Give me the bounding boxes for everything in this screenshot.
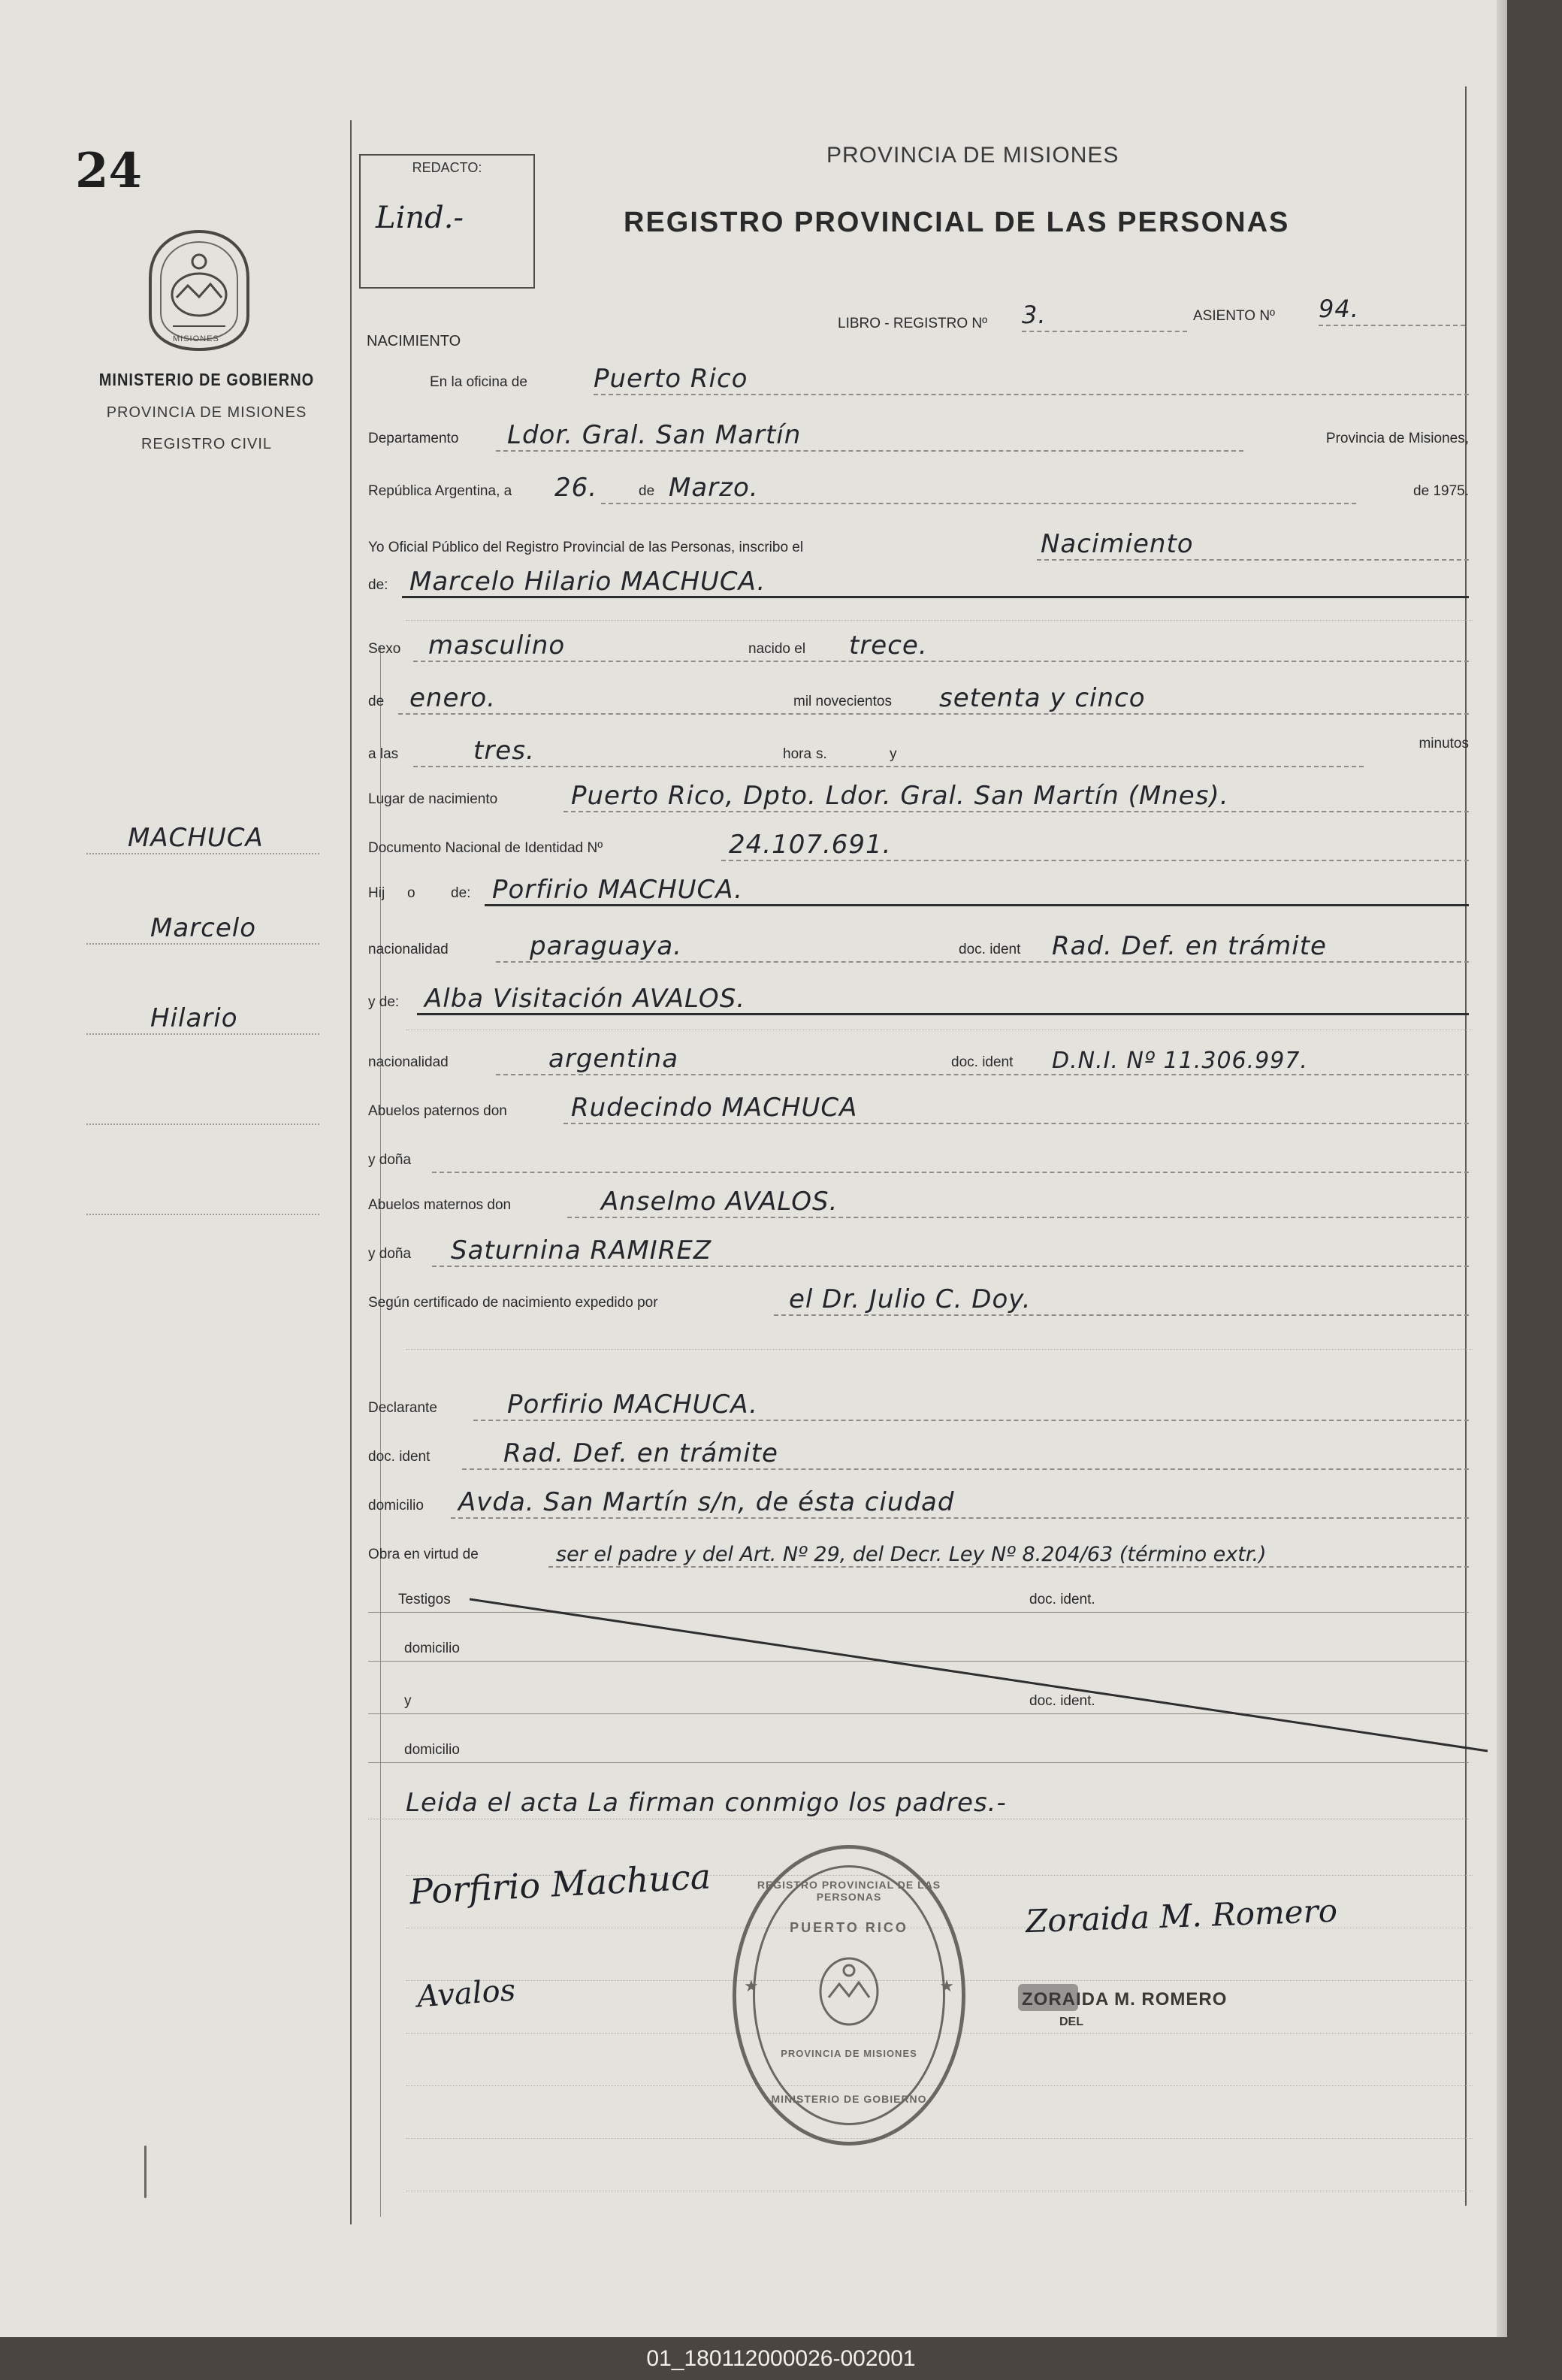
row-lugar — [368, 770, 1469, 815]
nac1-label: nacionalidad — [368, 942, 449, 957]
decl-doc-value: Rad. Def. en trámite — [503, 1438, 778, 1468]
lugar-value: Puerto Rico, Dpto. Ldor. Gral. San Martín (Mnes). — [571, 781, 1229, 811]
row-obra — [368, 1526, 1469, 1571]
docident2-value: D.N.I. Nº 11.306.997. — [1052, 1048, 1308, 1074]
ydona2-label: y doña — [368, 1246, 412, 1262]
officer-stamp-role: DEL — [1059, 2016, 1083, 2028]
nac2-label: nacionalidad — [368, 1054, 449, 1070]
header-province: PROVINCIA DE MISIONES — [826, 143, 1119, 168]
hora-value: tres. — [473, 736, 535, 766]
page-number: 24 — [75, 143, 143, 199]
nacido-label: nacido el — [744, 641, 810, 658]
minutos-label: minutos — [1418, 736, 1469, 751]
ministry-office: REGISTRO CIVIL — [140, 436, 273, 452]
row-abuelos-maternos — [368, 1176, 1469, 1221]
anio-nac-value: setenta y cinco — [939, 683, 1146, 713]
blank-rule-3 — [406, 1349, 1473, 1350]
row-madre — [368, 973, 1469, 1018]
margin-second-name: Hilario — [150, 1003, 238, 1033]
abuelos-pat-value: Rudecindo MACHUCA — [571, 1093, 858, 1123]
official-stamp — [733, 1845, 965, 2146]
row-oficina — [368, 353, 1469, 398]
domicilio-label: domicilio — [368, 1498, 424, 1514]
docident2-label: doc. ident — [947, 1054, 1017, 1071]
declarante-value: Porfirio MACHUCA. — [507, 1390, 758, 1420]
asiento-value: 94. — [1319, 295, 1359, 323]
row-domicilio — [368, 1477, 1469, 1522]
officer-stamp-blot — [1018, 1984, 1078, 2011]
alas-label: a las — [368, 746, 399, 762]
lugar-label: Lugar de nacimiento — [368, 791, 498, 807]
stamp-bottom-text: MINISTERIO DE GOBIERNO — [771, 2093, 927, 2105]
departamento-label: Departamento — [368, 431, 459, 446]
de2-label: de — [368, 694, 385, 709]
row-certificado — [368, 1274, 1469, 1319]
abuelos-pat-label: Abuelos paternos don — [368, 1103, 507, 1119]
row-leida — [368, 1777, 1469, 1822]
testigos-cancel-line — [470, 1593, 1491, 1755]
row-abuelos-paternos — [368, 1082, 1469, 1127]
t-domicilio-label: domicilio — [404, 1641, 460, 1656]
frame-left-line — [350, 120, 352, 2224]
margin-first-name: Marcelo — [150, 913, 257, 943]
row-fecha — [368, 462, 1469, 507]
certificado-label: Según certificado de nacimiento expedido por — [368, 1295, 658, 1311]
t-docident-label: doc. ident. — [1029, 1592, 1095, 1607]
row-abuela-paterna — [368, 1131, 1469, 1176]
ruled-line-6 — [406, 2138, 1473, 2139]
mes-nac-value: enero. — [409, 683, 496, 713]
t-docident2-label: doc. ident. — [1029, 1693, 1095, 1709]
mil-label: mil novecientos — [789, 694, 896, 710]
libro-value: 3. — [1022, 301, 1047, 329]
row-nacionalidad-padre — [368, 921, 1469, 966]
margin-line-1 — [86, 853, 319, 854]
officer-stamp-name: ZORAIDA M. ROMERO — [1022, 1989, 1228, 2010]
signature-mother: Avalos — [415, 1973, 517, 2015]
row-dni — [368, 819, 1469, 864]
sexo-value: masculino — [428, 631, 566, 661]
ministry-title: MINISTERIO DE GOBIERNO — [98, 370, 315, 390]
mes-value: Marzo. — [669, 473, 759, 503]
redacto-box — [359, 154, 535, 289]
libro-line — [1022, 331, 1187, 332]
margin-pencil-mark — [144, 2146, 147, 2198]
obra-label: Obra en virtud de — [368, 1547, 479, 1562]
oficial-label: Yo Oficial Público del Registro Provincial de las Personas, inscribo el — [368, 540, 804, 555]
yde-label: y de: — [368, 994, 400, 1010]
hora-s: s. — [813, 746, 830, 763]
de-label: de — [639, 483, 655, 499]
testigos-label: Testigos — [398, 1592, 451, 1607]
stamp-outer-text: REGISTRO PROVINCIAL DE LAS PERSONAS — [757, 1879, 941, 1903]
de-persona-label: de: — [368, 577, 388, 593]
row-hora — [368, 725, 1469, 770]
row-persona — [368, 556, 1469, 601]
redacto-initials: Lind.- — [376, 201, 464, 235]
margin-line-5 — [86, 1214, 319, 1215]
signature-father: Porfirio Machuca — [408, 1855, 712, 1913]
domicilio-value: Avda. San Martín s/n, de ésta ciudad — [458, 1487, 955, 1517]
row-anio-nacimiento — [368, 673, 1469, 718]
ministry-province: PROVINCIA DE MISIONES — [106, 404, 307, 421]
nac1-value: paraguaya. — [530, 931, 682, 961]
row-departamento — [368, 410, 1469, 455]
t-domicilio2-label: domicilio — [404, 1742, 460, 1758]
leida-value: Leida el acta La firman conmigo los padres.- — [406, 1788, 1007, 1818]
row-nacionalidad-madre — [368, 1033, 1469, 1078]
signature-officer: Zoraida M. Romero — [1025, 1892, 1338, 1940]
nacido-value: trece. — [849, 631, 928, 661]
stamp-star-left-icon: ★ — [744, 1976, 759, 1995]
provincia-suffix: Provincia de Misiones, — [1325, 431, 1469, 446]
acta-type: NACIMIENTO — [367, 333, 461, 349]
decl-doc-label: doc. ident — [368, 1449, 431, 1465]
abuelos-mat-label: Abuelos maternos don — [368, 1197, 512, 1213]
margin-line-3 — [86, 1033, 319, 1035]
y-label: y — [887, 746, 900, 763]
stamp-city: PUERTO RICO — [790, 1920, 908, 1935]
hijo-label: Hij — [368, 885, 385, 901]
persona-value: Marcelo Hilario MACHUCA. — [409, 567, 766, 597]
seal-label: MISIONES — [173, 334, 219, 343]
margin-line-2 — [86, 943, 319, 945]
madre-value: Alba Visitación AVALOS. — [424, 984, 746, 1014]
abuelos-mat-value: Anselmo AVALOS. — [601, 1187, 838, 1217]
sexo-label: Sexo — [368, 641, 401, 657]
docident1-value: Rad. Def. en trámite — [1052, 931, 1327, 961]
oficina-value: Puerto Rico — [594, 364, 748, 394]
margin-line-4 — [86, 1123, 319, 1125]
certificado-value: el Dr. Julio C. Doy. — [789, 1284, 1032, 1314]
departamento-value: Ldor. Gral. San Martín — [507, 420, 802, 450]
footer-id: 01_180112000026-002001 — [646, 2346, 916, 2371]
inscribo-value: Nacimiento — [1041, 529, 1194, 559]
libro-label: LIBRO - REGISTRO Nº — [838, 316, 988, 331]
redacto-label: REDACTO: — [412, 160, 482, 175]
row-declarante — [368, 1379, 1469, 1424]
docident1-label: doc. ident — [954, 942, 1025, 958]
stamp-inner-text: PROVINCIA DE MISIONES — [781, 2048, 917, 2059]
ydona1-label: y doña — [368, 1152, 412, 1168]
dia-value: 26. — [554, 473, 598, 503]
row-declarante-doc — [368, 1428, 1469, 1473]
asiento-label: ASIENTO Nº — [1193, 308, 1275, 324]
header-title: REGISTRO PROVINCIAL DE LAS PERSONAS — [624, 207, 1290, 238]
t-y-label: y — [404, 1693, 412, 1709]
row-abuela-materna — [368, 1225, 1469, 1270]
declarante-label: Declarante — [368, 1400, 437, 1416]
dni-value: 24.107.691. — [729, 830, 892, 860]
hijo-de-label: de: — [451, 885, 471, 901]
oficina-label: En la oficina de — [430, 374, 527, 390]
stamp-star-right-icon: ★ — [939, 1976, 954, 1995]
row-sexo — [368, 620, 1469, 665]
hijo-suffix: o — [407, 885, 415, 901]
row-padre — [368, 864, 1469, 909]
stamp-emblem-icon — [815, 1954, 883, 2029]
republica-label: República Argentina, a — [368, 483, 512, 499]
obra-value: ser el padre y del Art. Nº 29, del Decr. Ley Nº 8.204/63 (término extr.) — [556, 1543, 1267, 1566]
hora-label: hora — [780, 746, 814, 763]
dni-label: Documento Nacional de Identidad Nº — [368, 840, 603, 856]
nac2-value: argentina — [548, 1044, 679, 1074]
padre-value: Porfirio MACHUCA. — [492, 875, 743, 905]
asiento-line — [1319, 325, 1465, 326]
margin-surname: MACHUCA — [128, 823, 264, 853]
anio-label: de 1975. — [1413, 483, 1469, 499]
ydona2-value: Saturnina RAMIREZ — [451, 1235, 712, 1266]
